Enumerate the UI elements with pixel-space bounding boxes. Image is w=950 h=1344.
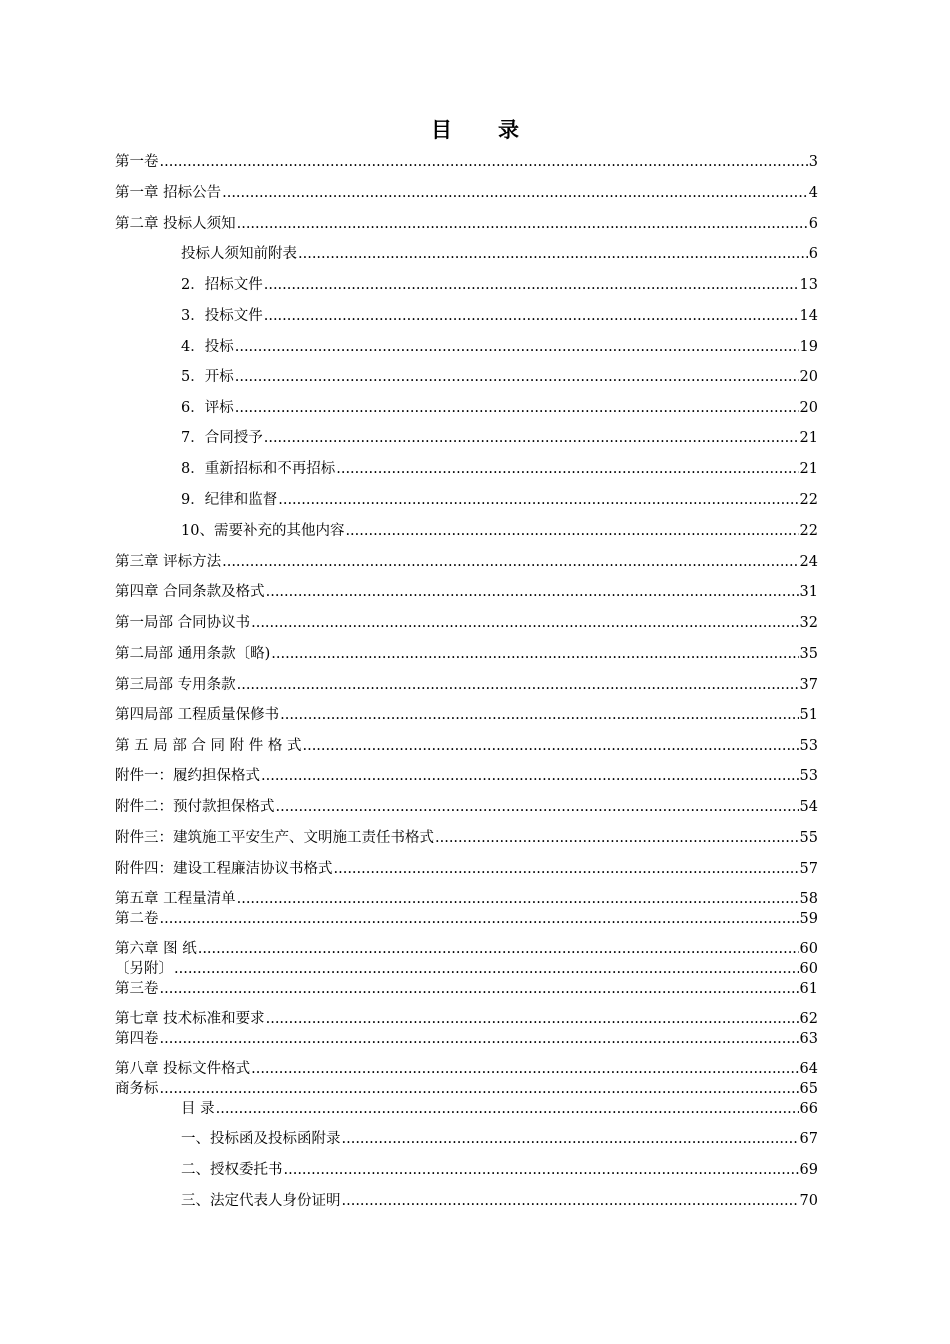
toc-leader — [237, 890, 799, 908]
toc-page-number: 22 — [799, 492, 818, 508]
toc-label: 第三卷 — [115, 981, 159, 997]
toc-leader — [251, 1060, 798, 1078]
toc-leader — [222, 553, 798, 571]
toc-leader — [261, 767, 799, 785]
toc-label: 一、投标函及投标函附录 — [181, 1131, 341, 1147]
toc-page-number: 60 — [799, 941, 818, 957]
toc-entry[interactable] — [181, 429, 818, 447]
toc-label: 9．纪律和监督 — [181, 492, 278, 508]
toc-entry[interactable] — [181, 460, 818, 478]
toc-label: 第四卷 — [115, 1031, 159, 1047]
toc-page-number: 3 — [808, 154, 818, 170]
toc-label: 二、授权委托书 — [181, 1162, 283, 1178]
toc-page-number: 20 — [799, 369, 818, 385]
toc-page-number: 66 — [799, 1101, 818, 1117]
toc-label: 商务标 — [115, 1081, 159, 1097]
toc-entry[interactable] — [115, 153, 818, 171]
toc-leader — [160, 980, 799, 998]
toc-leader — [222, 184, 808, 202]
toc-label: 第二章 投标人须知 — [115, 216, 236, 232]
toc-label: 第二卷 — [115, 911, 159, 927]
toc-leader — [266, 583, 799, 601]
toc-entry[interactable] — [115, 1060, 818, 1078]
toc-label: 第 五 局 部 合 同 附 件 格 式 — [115, 738, 302, 754]
toc-page-number: 20 — [799, 400, 818, 416]
toc-page-number: 58 — [799, 891, 818, 907]
toc-label: 4．投标 — [181, 339, 234, 355]
toc-entry[interactable] — [115, 940, 818, 958]
toc-page-number: 37 — [799, 677, 818, 693]
toc-leader — [160, 1030, 799, 1048]
toc-leader — [235, 338, 799, 356]
toc-entry[interactable] — [181, 307, 818, 325]
toc-label: 10、需要补充的其他内容 — [181, 523, 345, 539]
toc-entry[interactable] — [115, 614, 818, 632]
toc-leader — [174, 960, 799, 978]
toc-entry[interactable] — [181, 522, 818, 540]
toc-leader — [342, 1130, 799, 1148]
toc-label: 第一局部 合同协议书 — [115, 615, 251, 631]
toc-leader — [235, 368, 799, 386]
toc-leader — [160, 1080, 799, 1098]
toc-leader — [160, 153, 808, 171]
toc-page-number: 14 — [799, 308, 818, 324]
toc-entry[interactable] — [181, 1161, 818, 1179]
toc-label: 〔另附〕 — [115, 961, 173, 977]
toc-leader — [278, 491, 798, 509]
toc-page-number: 19 — [799, 339, 818, 355]
toc-label: 5．开标 — [181, 369, 234, 385]
toc-leader — [251, 614, 798, 632]
toc-entry[interactable] — [115, 676, 818, 694]
toc-leader — [264, 307, 799, 325]
toc-label: 附件三：建筑施工平安生产、文明施工责任书格式 — [115, 830, 434, 846]
toc-entry[interactable] — [115, 1030, 818, 1048]
toc-label: 附件四：建设工程廉洁协议书格式 — [115, 861, 333, 877]
toc-page-number: 64 — [799, 1061, 818, 1077]
toc-page-number: 4 — [808, 185, 818, 201]
toc-entry[interactable] — [115, 798, 818, 816]
toc-leader — [298, 245, 808, 263]
toc-entry[interactable] — [115, 645, 818, 663]
toc-leader — [235, 399, 799, 417]
toc-entry[interactable] — [181, 1100, 818, 1118]
toc-page-number: 70 — [799, 1193, 818, 1209]
toc-page-number: 63 — [799, 1031, 818, 1047]
toc-page-number: 32 — [799, 615, 818, 631]
toc-leader — [198, 940, 799, 958]
toc-entry[interactable] — [115, 960, 818, 978]
toc-label: 6．评标 — [181, 400, 234, 416]
toc-entry[interactable] — [181, 338, 818, 356]
toc-entry[interactable] — [115, 829, 818, 847]
toc-label: 第四局部 工程质量保修书 — [115, 707, 280, 723]
toc-entry[interactable] — [115, 767, 818, 785]
toc-entry[interactable] — [181, 368, 818, 386]
toc-entry[interactable] — [181, 1130, 818, 1148]
toc-leader — [280, 706, 798, 724]
toc-page-number: 62 — [799, 1011, 818, 1027]
toc-leader — [237, 215, 808, 233]
toc-label: 三、法定代表人身份证明 — [181, 1193, 341, 1209]
toc-page-number: 69 — [799, 1162, 818, 1178]
toc-page-number: 35 — [799, 646, 818, 662]
toc-label: 第四章 合同条款及格式 — [115, 584, 265, 600]
title-char-1: 目 — [431, 117, 452, 142]
toc-label: 第三章 评标方法 — [115, 554, 222, 570]
toc-page-number: 60 — [799, 961, 818, 977]
toc-label: 第八章 投标文件格式 — [115, 1061, 251, 1077]
toc-page-number: 53 — [799, 768, 818, 784]
toc-entry[interactable] — [115, 706, 818, 724]
toc-entry[interactable] — [115, 184, 818, 202]
toc-leader — [302, 737, 798, 755]
toc-page-number: 31 — [799, 584, 818, 600]
toc-entry[interactable] — [181, 245, 818, 263]
toc-label: 第六章 图 纸 — [115, 941, 197, 957]
toc-entry[interactable] — [115, 910, 818, 928]
toc-label: 第七章 技术标准和要求 — [115, 1011, 265, 1027]
toc-page-number: 59 — [799, 911, 818, 927]
toc-label: 8．重新招标和不再招标 — [181, 461, 336, 477]
toc-leader — [237, 676, 799, 694]
toc-label: 第五章 工程量清单 — [115, 891, 236, 907]
toc-label: 第三局部 专用条款 — [115, 677, 236, 693]
toc-label: 7．合同授予 — [181, 430, 263, 446]
toc-page-number: 55 — [799, 830, 818, 846]
toc-label: 3．投标文件 — [181, 308, 263, 324]
toc-entry[interactable] — [181, 276, 818, 294]
toc-page-number: 61 — [799, 981, 818, 997]
toc-leader — [342, 1192, 799, 1210]
toc-leader — [264, 276, 799, 294]
title-char-2: 录 — [498, 117, 519, 142]
toc-entry[interactable] — [115, 583, 818, 601]
toc-entry[interactable] — [115, 1080, 818, 1098]
toc-entry[interactable] — [115, 215, 818, 233]
toc-page-number: 6 — [808, 216, 818, 232]
toc-page-number: 13 — [799, 277, 818, 293]
toc-page-number: 24 — [799, 554, 818, 570]
toc-page-number: 67 — [799, 1131, 818, 1147]
toc-entry[interactable] — [181, 491, 818, 509]
toc-label: 附件一：履约担保格式 — [115, 768, 260, 784]
toc-leader — [216, 1100, 799, 1118]
toc-page-number: 65 — [799, 1081, 818, 1097]
toc-leader — [271, 645, 798, 663]
toc-label: 第二局部 通用条款〔略) — [115, 646, 271, 662]
toc-leader — [345, 522, 798, 540]
toc-page-number: 6 — [808, 246, 818, 262]
toc-leader — [435, 829, 799, 847]
toc-label: 第一卷 — [115, 154, 159, 170]
toc-label: 第一章 招标公告 — [115, 185, 222, 201]
toc-leader — [160, 910, 799, 928]
toc-entry[interactable] — [115, 860, 818, 878]
toc-page-number: 22 — [799, 523, 818, 539]
toc-entry[interactable] — [181, 1192, 818, 1210]
toc-leader — [264, 429, 799, 447]
toc-page-number: 21 — [799, 461, 818, 477]
toc-page-number: 53 — [799, 738, 818, 754]
page-title — [0, 114, 950, 144]
toc-entry[interactable] — [115, 553, 818, 571]
toc-label: 投标人须知前附表 — [181, 246, 297, 262]
toc-leader — [334, 860, 799, 878]
toc-page-number: 21 — [799, 430, 818, 446]
toc-leader — [284, 1161, 799, 1179]
toc-label: 目 录 — [181, 1101, 215, 1117]
toc-page-number: 57 — [799, 861, 818, 877]
toc-page-number: 51 — [799, 707, 818, 723]
toc-label: 附件二：预付款担保格式 — [115, 799, 275, 815]
toc-leader — [276, 798, 799, 816]
toc-leader — [266, 1010, 799, 1028]
toc-leader — [336, 460, 798, 478]
toc-label: 2．招标文件 — [181, 277, 263, 293]
toc-page-number: 54 — [799, 799, 818, 815]
toc-entry[interactable] — [181, 399, 818, 417]
toc-entry[interactable] — [115, 1010, 818, 1028]
toc-entry[interactable] — [115, 980, 818, 998]
toc-entry[interactable] — [115, 737, 818, 755]
toc-entry[interactable] — [115, 890, 818, 908]
